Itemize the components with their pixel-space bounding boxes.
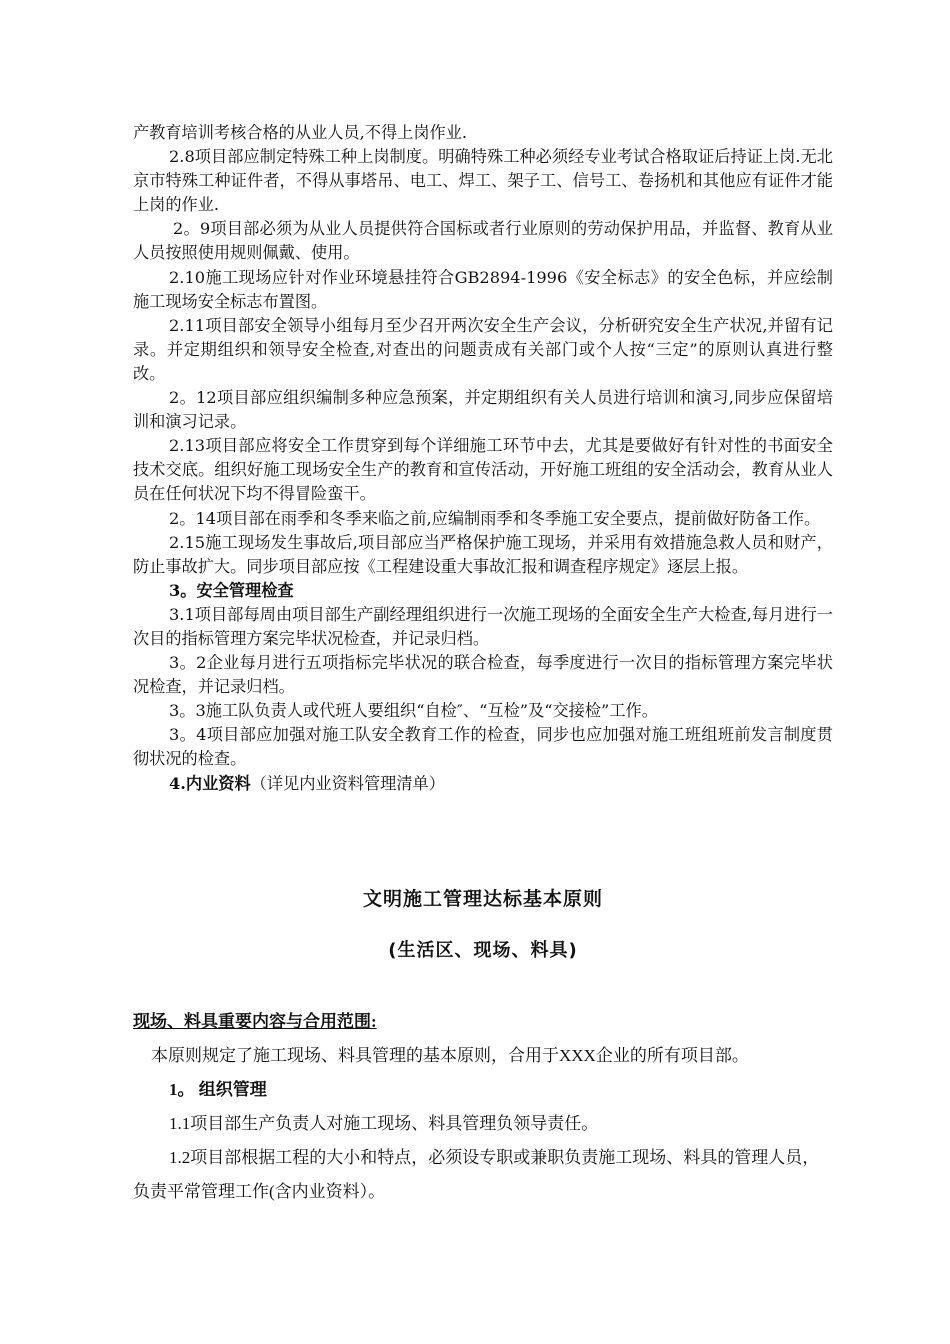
paragraph: 产教育培训考核合格的从业人员,不得上岗作业. bbox=[133, 123, 468, 142]
page-title: 文明施工管理达标基本原则 bbox=[362, 888, 603, 910]
civilized-construction-section bbox=[133, 1005, 833, 1209]
scope-heading: 现场、料具重要内容与合用范围: bbox=[133, 1012, 377, 1031]
safety-management-section bbox=[133, 121, 833, 796]
paragraph: 1.1项目部生产负责人对施工现场、料具管理负领导责任。 bbox=[169, 1114, 599, 1133]
section-heading: 1。 组织管理 bbox=[169, 1080, 267, 1099]
paragraph: 1.2项目部根据工程的大小和特点，必须设专职或兼职负责施工现场、料具的管理人员，负责平常管理工作(含内业资料）。 bbox=[133, 1148, 820, 1201]
paragraph: 3。2企业每月进行五项指标完毕状况的联合检查，每季度进行一次目的指标管理方案完毕状况检查，并记录归档。 bbox=[133, 653, 833, 697]
paragraph: 2.8项目部应制定特殊工种上岗制度。明确特殊工种必须经专业考试合格取证后持证上岗.无北京市特殊工种证件者，不得从事塔吊、电工、焊工、架子工、信号工、卷扬机和其他应有证件才能上岗的作业. bbox=[133, 147, 833, 215]
page-subtitle: (生活区、现场、料具) bbox=[388, 940, 578, 961]
heading-bold-part: 4.内业资料 bbox=[169, 773, 251, 793]
section-heading bbox=[133, 772, 833, 796]
section-heading: 3。安全管理检查 bbox=[169, 580, 294, 600]
paragraph: 3.1项目部每周由项目部生产副经理组织进行一次施工现场的全面安全生产大检查,每月进行一次目的指标管理方案完毕状况检查，并记录归档。 bbox=[133, 604, 833, 648]
paragraph: 2.13项目部应将安全工作贯穿到每个详细施工环节中去，尤其是要做好有针对性的书面安全技术交底。组织好施工现场安全生产的教育和宣传活动，开好施工班组的安全活动会，教育从业人员在任何状况下均不得冒险蛮干。 bbox=[133, 436, 833, 504]
paragraph: 本原则规定了施工现场、料具管理的基本原则，合用于XXX企业的所有项目部。 bbox=[151, 1046, 749, 1065]
paragraph: 3。3施工队负责人或代班人要组织“自检″、“互检”及“交接检”工作。 bbox=[169, 701, 658, 721]
paragraph: 2.10施工现场应针对作业环境悬挂符合GB2894-1996《安全标志》的安全色标，并应绘制施工现场安全标志布置图。 bbox=[133, 267, 833, 311]
heading-note: （详见内业资料管理清单） bbox=[250, 773, 445, 793]
paragraph: 2。9项目部必须为从业人员提供符合国标或者行业原则的劳动保护用品，并监督、教育从业人员按照使用规则佩戴、使用。 bbox=[133, 219, 833, 263]
paragraph: 2。12项目部应组织编制多种应急预案，并定期组织有关人员进行培训和演习,同步应保留培训和演习记录。 bbox=[133, 388, 833, 432]
paragraph: 2.11项目部安全领导小组每月至少召开两次安全生产会议，分析研究安全生产状况,并留有记录。并定期组织和领导安全检查,对查出的问题责成有关部门或个人按“三定”的原则认真进行整改。 bbox=[133, 315, 833, 383]
paragraph: 2。14项目部在雨季和冬季来临之前,应编制雨季和冬季施工安全要点，提前做好防备工作。 bbox=[169, 508, 821, 528]
paragraph: 3。4项目部应加强对施工队安全教育工作的检查，同步也应加强对施工班组班前发言制度贯彻状况的检查。 bbox=[133, 725, 833, 769]
paragraph: 2.15施工现场发生事故后,项目部应当严格保护施工现场，并采用有效措施急救人员和财产，防止事故扩大。同步项目部应按《工程建设重大事故汇报和调查程序规定》逐层上报。 bbox=[133, 532, 833, 576]
